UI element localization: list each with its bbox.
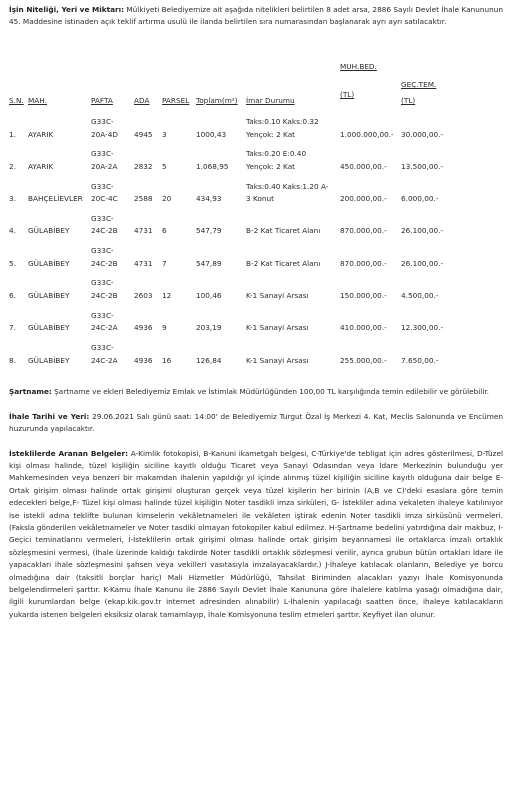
row-parsel: 20: [162, 194, 172, 204]
ihale-label: İhale Tarihi ve Yeri:: [9, 411, 90, 421]
header-tl-gec: (TL): [401, 96, 416, 105]
row-gec-teminat: 26.100,00.-: [401, 226, 444, 236]
row-parsel: 9: [162, 323, 167, 333]
row-ada: 4936: [134, 355, 153, 365]
row-pafta-line1: G33C-: [91, 117, 114, 126]
row-imar-line2: K-1 Sanayi Arsası: [246, 290, 309, 300]
table-row: [9, 148, 503, 180]
row-gec-teminat: 7.650,00.-: [401, 355, 439, 365]
row-ada: 4731: [134, 226, 153, 236]
row-pafta-line1: G33C-: [91, 213, 114, 223]
row-toplam: 434,93: [196, 194, 222, 204]
row-pafta-line1: G33C-: [91, 149, 114, 159]
row-mah: BAHÇELİEVLER: [28, 194, 83, 204]
sartname-label: Şartname:: [9, 387, 52, 397]
header-toplam: Toplam(m²): [196, 96, 238, 105]
row-mah: AYARIK: [28, 161, 54, 171]
row-imar-line2: B-2 Kat Ticaret Alanı: [246, 258, 321, 268]
intro-label: İşin Niteliği, Yeri ve Miktarı:: [9, 5, 125, 14]
row-ada: 4731: [134, 258, 153, 268]
row-muh-bedel: 870.000,00.-: [340, 226, 387, 236]
row-imar-line2: B-2 Kat Ticaret Alanı: [246, 226, 321, 236]
row-mah: GÜLABİBEY: [28, 355, 70, 365]
row-muh-bedel: 410.000,00.-: [340, 323, 387, 333]
row-pafta-line1: G33C-: [91, 343, 114, 353]
row-parsel: 6: [162, 226, 167, 236]
row-gec-teminat: 13.500,00.-: [401, 161, 444, 171]
table-body: [9, 116, 503, 374]
belgeler-text: A-Kimlik fotokopisi, B-Kanuni ikametgah belgesi, C-Türkiye'de tebligat için adres gösterilmesi, D-Tüzel kişi olması halinde, tüzel kişiliğin siciline kayıtlı olduğu Ticaret veya Sanayi Odasından veya İdare Merkezinin bulunduğu yer Mahkemesinden veya benzeri bir makamdan ihalenin yapıldığı yıl içinde alınmış tüzel kişiliğin siciline kayıtlı olduğuna dair belge E- Ortak girişim olması halinde ortak girişimi oluşturan gerçek veya tüzel kişilerin her birinin (A,B ve C)'deki esaslara göre temin edecekleri belge,F- Tüzel kişi olması halinde tüzel kişiliğin Noter tasdikli imza sirküleri, G- İstekliler adına vekaleten ihaleye katılınıyor ise istekli adına teklifte bulunan kimselerin vekâletnameleri ile vekâleten iştirak edenin Noter tasdikli imza sirküsünü vermeleri. (Faksla gönderilen vekâletnameler ve Noter tasdiki olmayan fotokopiler kabul edilmez. H-Şartname bedelini yatırdığına dair makbuz, I- Geçici teminatlarını vermeleri, İ-İsteklilerin ortak girişimi olması halinde ortak girişim beyannamesi ile ortaklarca imzalı ortaklık sözleşmesini vermesi, (İhale üzerinde kaldığı takdirde Noter tasdikli ortaklık sözleşmesi verilir, ayrıca grubun bütün ortakları İdare ile yapacakları ihale sözleşmesini şahsen veya vekilleri vasıtasıyla imzalayacaklardır.) J-İhaleye katılacak olanların, Belediye ye borcu olmadığına dair (taksitli borçlar hariç) Mali Hizmetler Müdürlüğü, Tahsilat Biriminden alacakları yazıyı İhale Komisyonunda belgelendirmeleri şarttır. K-Kamu İhale Kanunu ile 2886 Sayılı Devlet İhale Kanununa göre ihalelere katılma yasağı olmadığına dair, ilgili kurumlardan belge (ekap.kik.gov.tr internet adresinden alınabilir) L-İhalenin yapılacağı saatten önce, ihaleye katılacakların yukarda istenen belgeleri eksiksiz olarak tamamlayıp, İhale Komisyonuna teslim etmeleri şarttır. Keyfiyet ilan olunur.: [9, 448, 504, 619]
row-pafta-line2: 24C-2A: [91, 355, 118, 365]
row-imar-line2: Yençok: 2 Kat: [246, 161, 296, 171]
row-toplam: 1000,43: [196, 129, 227, 139]
row-toplam: 547,79: [196, 226, 222, 236]
row-imar-line2: K-1 Sanayi Arsası: [246, 355, 309, 365]
row-sn: 3.: [9, 194, 16, 204]
row-parsel: 16: [162, 355, 172, 365]
row-gec-teminat: 12.300,00.-: [401, 323, 444, 333]
row-ada: 2832: [134, 161, 153, 171]
row-mah: GÜLABİBEY: [28, 290, 70, 300]
row-gec-teminat: 26.100,00.-: [401, 258, 444, 268]
header-sn: S.N.: [9, 96, 24, 105]
belgeler-paragraph: [9, 448, 503, 622]
table-row: [9, 342, 503, 374]
belgeler-label: İsteklilerde Aranan Belgeler:: [9, 448, 129, 458]
row-sn: 1.: [9, 129, 16, 139]
row-ada: 2588: [134, 194, 153, 204]
row-pafta-line2: 24C-2A: [91, 323, 118, 333]
row-muh-bedel: 150.000,00.-: [340, 290, 387, 300]
row-parsel: 3: [162, 129, 167, 139]
row-pafta-line1: G33C-: [91, 246, 114, 256]
row-imar-line2: K-1 Sanayi Arsası: [246, 323, 309, 333]
row-parsel: 7: [162, 258, 167, 268]
table-row: [9, 277, 503, 309]
row-mah: GÜLABİBEY: [28, 258, 70, 268]
row-pafta-line2: 24C-2B: [91, 290, 118, 300]
header-muh-bed: MUH.BED.: [340, 62, 377, 71]
row-muh-bedel: 870.000,00.-: [340, 258, 387, 268]
row-pafta-line1: G33C-: [91, 181, 114, 191]
sartname-text: Şartname ve ekleri Belediyemiz Emlak ve İstimlak Müdürlüğünden 100,00 TL karşılığında temin edilebilir ve görülebilir.: [51, 387, 489, 397]
table-row: [9, 310, 503, 342]
table-row: [9, 213, 503, 245]
row-pafta-line1: G33C-: [91, 310, 114, 320]
row-gec-teminat: 6.000,00.-: [401, 194, 439, 204]
row-sn: 5.: [9, 258, 16, 268]
header-tl-muh: (TL): [340, 90, 355, 99]
row-sn: 2.: [9, 161, 16, 171]
row-sn: 7.: [9, 323, 16, 333]
row-mah: GÜLABİBEY: [28, 226, 70, 236]
row-mah: GÜLABİBEY: [28, 323, 70, 333]
row-gec-teminat: 30.000,00.-: [401, 129, 444, 139]
row-gec-teminat: 4.500,00.-: [401, 290, 439, 300]
header-parsel: PARSEL: [162, 96, 190, 105]
table-header: [9, 80, 503, 116]
table-header-top: [9, 62, 503, 80]
row-muh-bedel: 200.000,00.-: [340, 194, 387, 204]
row-sn: 6.: [9, 290, 16, 300]
row-pafta-line2: 20A-4D: [91, 129, 119, 139]
row-ada: 4945: [134, 129, 153, 139]
row-imar-line2: Yençok: 2 Kat: [246, 129, 296, 139]
row-ada: 2603: [134, 290, 153, 300]
row-mah: AYARIK: [28, 129, 54, 139]
ihale-paragraph: [9, 411, 503, 436]
table-row: [9, 181, 503, 213]
header-pafta: PAFTA: [91, 96, 113, 105]
row-toplam: 1.068,95: [196, 161, 229, 171]
ihale-text: 29.06.2021 Salı günü saat: 14:00' de Belediyemiz Turgut Özal İş Merkezi 4. Kat, Meclis Salonunda ve Encümen huzurunda yapılacaktır.: [9, 411, 503, 434]
row-imar-line1: Taks:0.40 Kaks:1.20 A-: [246, 181, 329, 191]
header-gec-tem: GEÇ.TEM.: [401, 80, 437, 89]
row-muh-bedel: 1.000.000,00.-: [340, 129, 394, 139]
header-imar: İmar Durumu: [246, 96, 295, 105]
row-pafta-line1: G33C-: [91, 278, 114, 288]
row-imar-line1: Taks:0.10 Kaks:0.32: [246, 117, 319, 126]
row-muh-bedel: 255.000,00.-: [340, 355, 387, 365]
table-row: [9, 116, 503, 148]
row-imar-line2: 3 Konut: [246, 194, 274, 204]
row-sn: 4.: [9, 226, 16, 236]
row-pafta-line2: 20A-2A: [91, 161, 118, 171]
row-sn: 8.: [9, 355, 16, 365]
sartname-paragraph: [9, 386, 503, 398]
announcement-document: [9, 4, 503, 621]
row-parsel: 12: [162, 290, 172, 300]
row-toplam: 203,19: [196, 323, 222, 333]
row-muh-bedel: 450.000,00.-: [340, 161, 387, 171]
row-toplam: 126,84: [196, 355, 222, 365]
row-imar-line1: Taks:0.20 E:0.40: [246, 149, 307, 159]
table-row: [9, 245, 503, 277]
row-ada: 4936: [134, 323, 153, 333]
row-pafta-line2: 24C-2B: [91, 226, 118, 236]
intro-paragraph: [9, 4, 503, 62]
row-pafta-line2: 24C-2B: [91, 258, 118, 268]
row-toplam: 100,46: [196, 290, 222, 300]
row-toplam: 547,89: [196, 258, 222, 268]
intro-text: Mülkiyeti Belediyemize ait aşağıda nitelikleri belirtilen 8 adet arsa, 2886 Sayılı Devlet İhale Kanununun 45. Maddesine istinaden açık teklif artırma usulü ile ilanda belirtilen sıra numarasından başlanarak ayrı ayrı satılacaktır.: [9, 5, 503, 27]
header-ada: ADA: [134, 96, 150, 105]
row-parsel: 5: [162, 161, 167, 171]
row-pafta-line2: 20C-4C: [91, 194, 118, 204]
header-mah: MAH.: [28, 96, 47, 105]
